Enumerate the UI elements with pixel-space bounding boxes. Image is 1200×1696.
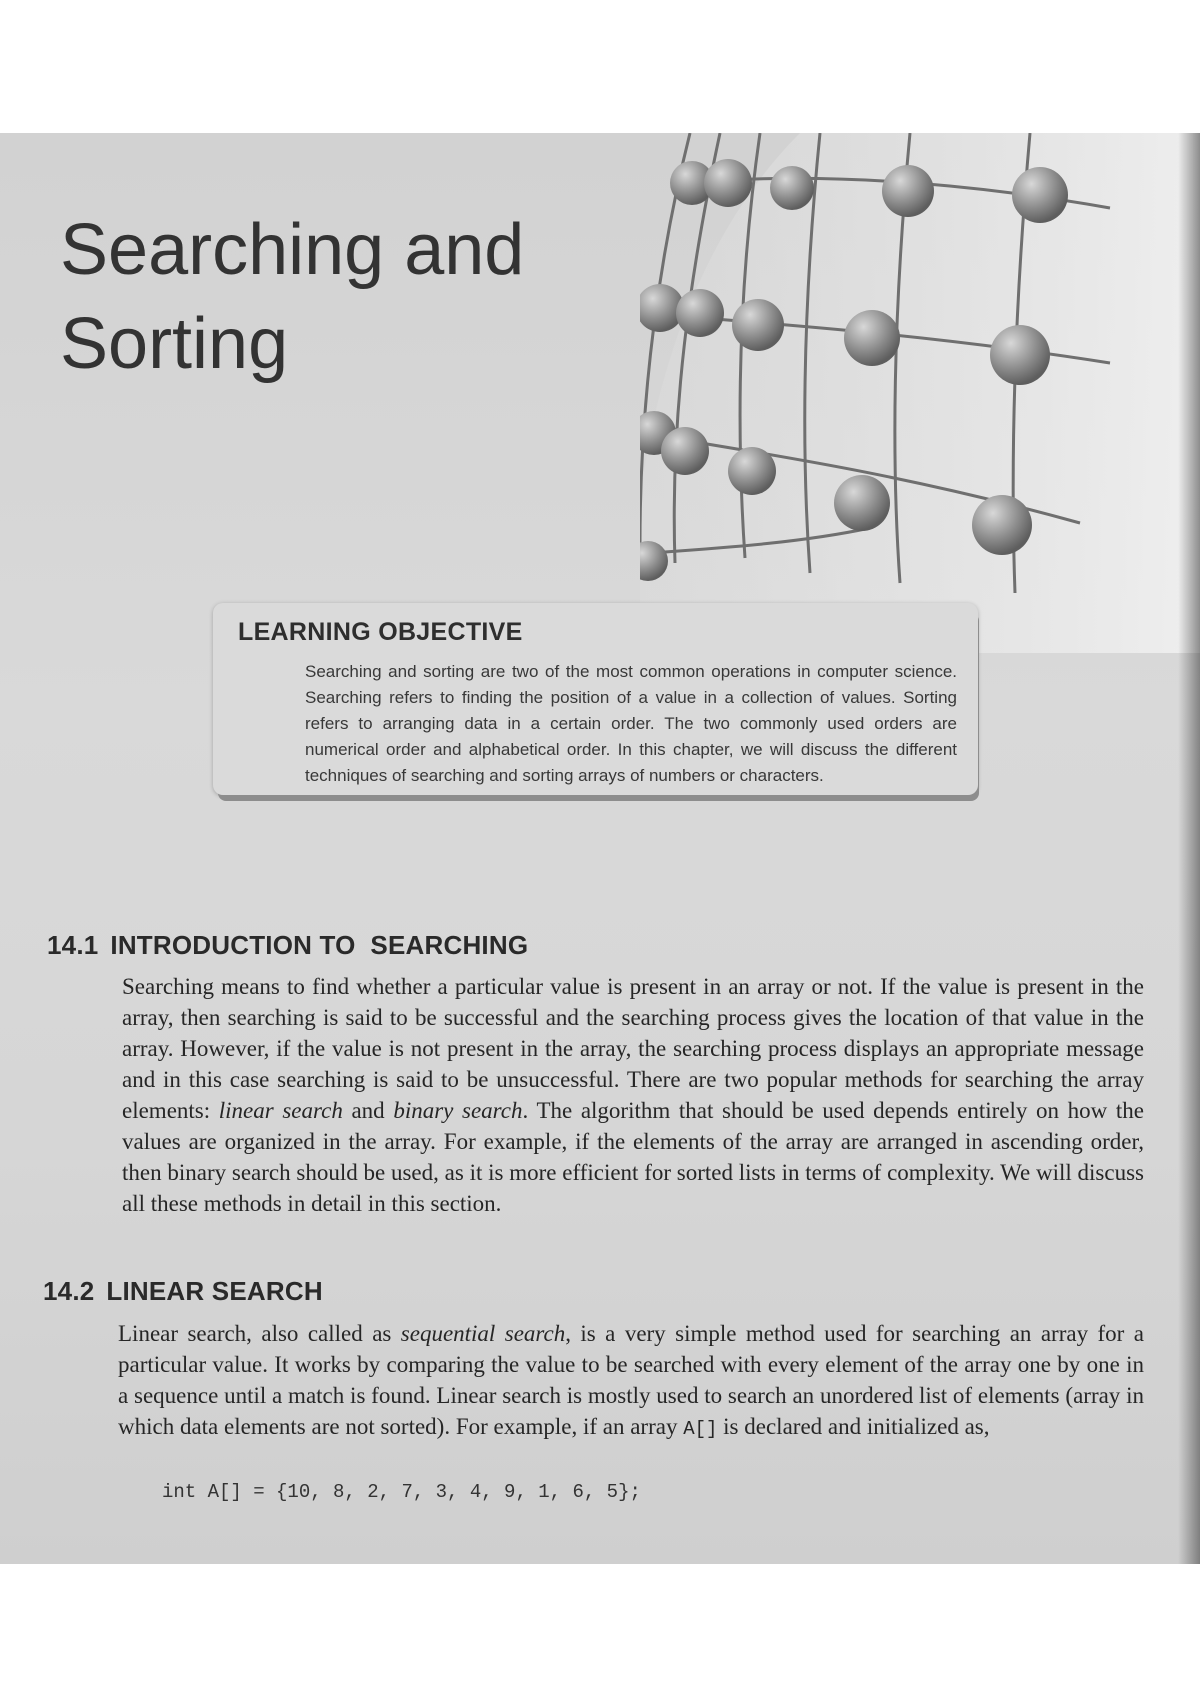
section-number: 14.1 xyxy=(47,930,99,960)
section-14-1-paragraph xyxy=(122,971,1144,1219)
paragraph-text: is declared and initialized as, xyxy=(717,1414,990,1439)
learning-objective-heading: LEARNING OBJECTIVE xyxy=(238,618,523,646)
chapter-title-line-2: Sorting xyxy=(60,304,289,384)
paragraph-text: Searching means to find whether a particular value is present in an array or not. If the value is present in the array, then searching is said to be successful and the searching process gives the location of that value in the array. However, if the value is not present in the array, the searching process displays an appropriate message and in this case searching is said to be unsuccessful. There are two popular methods for searching the array elements: xyxy=(122,974,1144,1123)
paragraph-text: and xyxy=(342,1098,394,1123)
book-page xyxy=(0,133,1200,1564)
section-14-2-paragraph xyxy=(118,1318,1144,1445)
code-example-line: int A[] = {10, 8, 2, 7, 3, 4, 9, 1, 6, 5}; xyxy=(162,1481,641,1503)
section-14-2-heading xyxy=(43,1276,323,1307)
learning-objective-text: Searching and sorting are two of the most common operations in computer science. Searching refers to finding the position of a value in a collection of values. Sorting refers to arranging data in a certain order. The two commonly used orders are numerical order and alphabetical order. In this chapter, we will discuss the different techniques of searching and sorting arrays of numbers or characters. xyxy=(305,662,957,785)
section-title: LINEAR SEARCH xyxy=(106,1276,323,1306)
chapter-title xyxy=(60,203,524,391)
term-sequential-search: sequential search xyxy=(400,1321,566,1346)
inline-code-array: A[] xyxy=(683,1418,718,1440)
section-number: 14.2 xyxy=(43,1276,95,1306)
chapter-title-line-1: Searching and xyxy=(60,210,525,290)
molecular-globe-illustration xyxy=(640,133,1200,653)
paragraph-text: . The algorithm that should be used depends entirely on how the values are organized in the array. For example, if the elements of the array are arranged in ascending order, then binary search should be used, as it is more efficient for sorted lists in terms of complexity. We will discuss all these methods in detail in this section. xyxy=(122,1098,1145,1216)
term-binary-search: binary search xyxy=(393,1098,523,1123)
paragraph-text: Linear search, also called as xyxy=(118,1321,401,1346)
paragraph-text: , is a very simple method used for searching an array for a particular value. It works by comparing the value to be searched with every element of the array one by one in a sequence until a match is found. Linear search is mostly used to search an unordered list of elements (array in which data elements are not sorted). For example, if an array xyxy=(118,1321,1144,1439)
section-14-1-heading xyxy=(47,930,528,961)
term-linear-search: linear search xyxy=(218,1098,343,1123)
learning-objective-box xyxy=(213,603,978,795)
section-title: INTRODUCTION TO SEARCHING xyxy=(110,930,529,960)
page-edge-shadow xyxy=(1178,133,1200,1564)
